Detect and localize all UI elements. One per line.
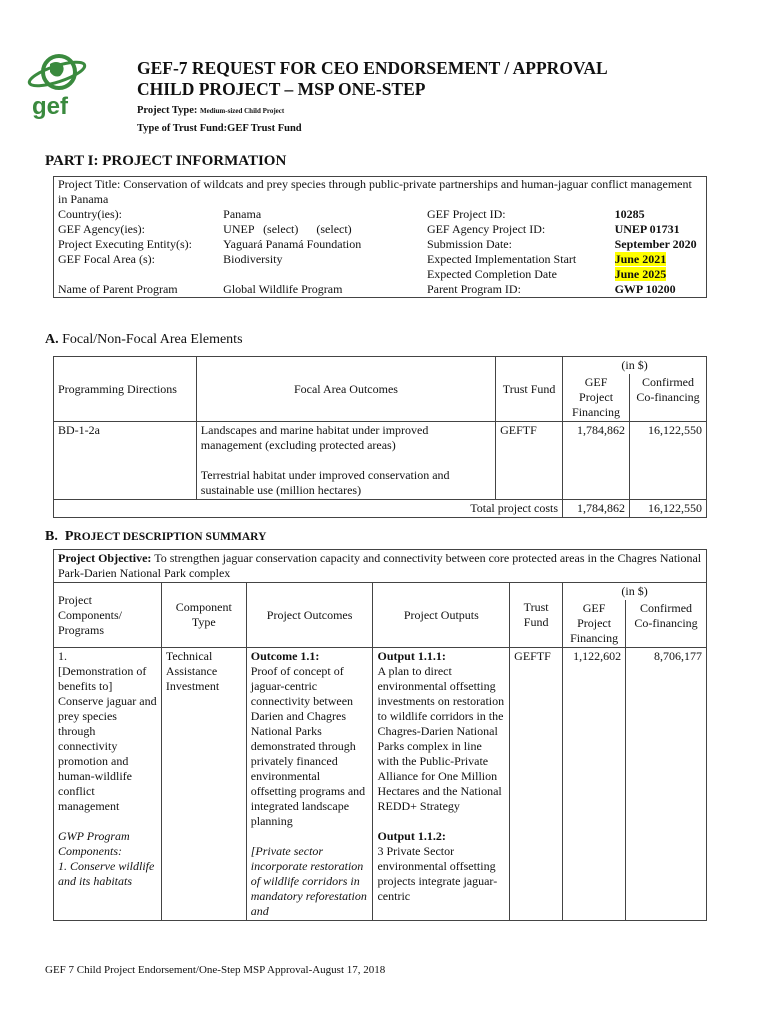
col-header: Trust Fund [496, 357, 563, 422]
info-row [54, 252, 707, 267]
output-title: Output 1.1.2: [377, 829, 446, 843]
total-row [54, 500, 707, 518]
trust-fund-label: Type of Trust Fund: [137, 123, 228, 134]
info-label: Submission Date: [426, 237, 512, 251]
project-description-table [53, 549, 707, 921]
part-1-heading: PART I: PROJECT INFORMATION [45, 153, 287, 169]
co-financing: 16,122,550 [630, 422, 707, 500]
focal-area-table [53, 356, 707, 518]
info-label: Expected Implementation Start [426, 252, 577, 266]
gef-financing: 1,784,862 [563, 422, 630, 500]
outcome-note: [Private sector incorporate restoration of wildlife corridors in mandatory reforestation and [250, 844, 367, 918]
col-header: Trust Fund [510, 583, 563, 648]
trust-fund: GEFTF [496, 422, 563, 500]
outcome-title: Outcome 1.1: [250, 649, 320, 663]
section-a-title: Focal/Non-Focal Area Elements [62, 332, 243, 347]
info-label: GEF Focal Area (s): [58, 252, 155, 266]
gef-logo [26, 50, 88, 120]
co-financing: 8,706,177 [626, 648, 707, 921]
info-value [219, 267, 423, 282]
col-header: Focal Area Outcomes [196, 357, 495, 422]
outcome-text: Proof of concept of jaguar-centric connectivity between Darien and Chagres National Parks demonstrated through privately financed environmental offsetting programs and integrated landscape planning [250, 664, 366, 828]
gef-financing: 1,122,602 [563, 648, 626, 921]
objective-text: To strengthen jaguar conservation capacity and connectivity between core protected areas in the Chagres National Park-Darien National Park complex [58, 551, 702, 580]
in-usd-label: (in $) [563, 583, 707, 601]
info-label: GEF Project ID: [426, 207, 506, 221]
info-label: GEF Agency Project ID: [426, 222, 546, 236]
col-header: Component Type [161, 583, 246, 648]
output-text: A plan to direct environmental offsetting investments on restoration to wildlife corridors in the Chagres-Darien National Parks complex in line with the Public-Private Alliance for One Million Hectares and the National REDD+ Strategy [377, 664, 505, 813]
project-type-label: Project Type: [137, 105, 198, 116]
trust-fund: GEFTF [510, 648, 563, 921]
info-value: Biodiversity [223, 252, 283, 266]
trust-fund-line [137, 122, 608, 135]
table-row [54, 648, 707, 921]
col-header: GEF Project Financing [563, 374, 630, 422]
page-footer: GEF 7 Child Project Endorsement/One-Step MSP Approval-August 17, 2018 [45, 964, 386, 976]
focal-outcome: Landscapes and marine habitat under improved management (excluding protected areas) [200, 423, 429, 452]
info-value: June 2021 [614, 252, 667, 266]
info-row [54, 282, 707, 298]
info-row [54, 222, 707, 237]
info-label [54, 267, 220, 282]
project-type-line [137, 104, 608, 118]
gwp-component-text: GWP Program Components: 1. Conserve wildlife and its habitats [58, 829, 155, 888]
info-label: Country(ies): [58, 207, 122, 221]
info-label: Project Executing Entity(s): [58, 237, 192, 251]
total-label: Total project costs [54, 500, 563, 518]
title-line-2: CHILD PROJECT – MSP ONE-STEP [137, 79, 426, 99]
info-value: Global Wildlife Program [223, 282, 343, 296]
info-label: Expected Completion Date [426, 267, 557, 281]
info-value: GWP 10200 [614, 282, 676, 296]
table-row [54, 422, 707, 500]
info-value: September 2020 [614, 237, 697, 251]
logo-text: gef [32, 93, 68, 120]
col-header: Confirmed Co-financing [630, 374, 707, 422]
info-row [54, 237, 707, 252]
in-usd-label: (in $) [563, 357, 707, 375]
programming-direction: BD-1-2a [54, 422, 197, 500]
globe-ring-icon [27, 56, 87, 91]
project-objective [54, 550, 707, 583]
col-header: Project Outcomes [246, 583, 373, 648]
output-title: Output 1.1.1: [377, 649, 446, 663]
focal-outcome: Terrestrial habitat under improved conservation and sustainable use (million hectares) [200, 468, 450, 497]
trust-fund-value: GEF Trust Fund [227, 123, 302, 134]
col-header: Project Components/ Programs [54, 583, 162, 648]
info-value: June 2025 [614, 267, 667, 281]
info-label: Parent Program ID: [426, 282, 521, 296]
section-b-letter: B. [45, 529, 58, 544]
project-title: Project Title: Conservation of wildcats and prey species through public-private partnerships and human-jaguar conflict management in Panama [58, 177, 692, 206]
info-row [54, 267, 707, 282]
output-text: 3 Private Sector environmental offsetting projects integrate jaguar-centric [377, 844, 498, 903]
project-type-value: Medium-sized Child Project [199, 107, 285, 115]
agency-select[interactable]: UNEP (select) (select) [223, 222, 352, 236]
col-header: Programming Directions [54, 357, 197, 422]
col-header: Confirmed Co-financing [626, 600, 707, 648]
section-a-heading [45, 332, 243, 348]
info-value: Panama [223, 207, 262, 221]
title-block [137, 58, 608, 135]
section-b-title-first: P [64, 529, 74, 544]
project-info-table [53, 176, 707, 298]
info-value: Yaguará Panamá Foundation [223, 237, 362, 251]
component-type: Technical Assistance Investment [161, 648, 246, 921]
component-text: 1. [Demonstration of benefits to] Conserve jaguar and prey species through connectivity promotion and human-wildlife conflict management [58, 649, 157, 813]
info-value: UNEP 01731 [614, 222, 680, 236]
title-line-1: GEF-7 REQUEST FOR CEO ENDORSEMENT / APPROVAL [137, 58, 608, 78]
section-b-title-rest: ROJECT DESCRIPTION SUMMARY [73, 531, 267, 543]
info-label: GEF Agency(ies): [58, 222, 145, 236]
info-label: Name of Parent Program [58, 282, 178, 296]
section-a-letter: A. [45, 332, 59, 347]
total-cofin: 16,122,550 [630, 500, 707, 518]
info-value: 10285 [614, 207, 645, 221]
section-b-heading [45, 529, 266, 545]
col-header: GEF Project Financing [563, 600, 626, 648]
col-header: Project Outputs [373, 583, 510, 648]
total-gef: 1,784,862 [563, 500, 630, 518]
objective-label: Project Objective: [58, 551, 152, 565]
info-row [54, 207, 707, 222]
